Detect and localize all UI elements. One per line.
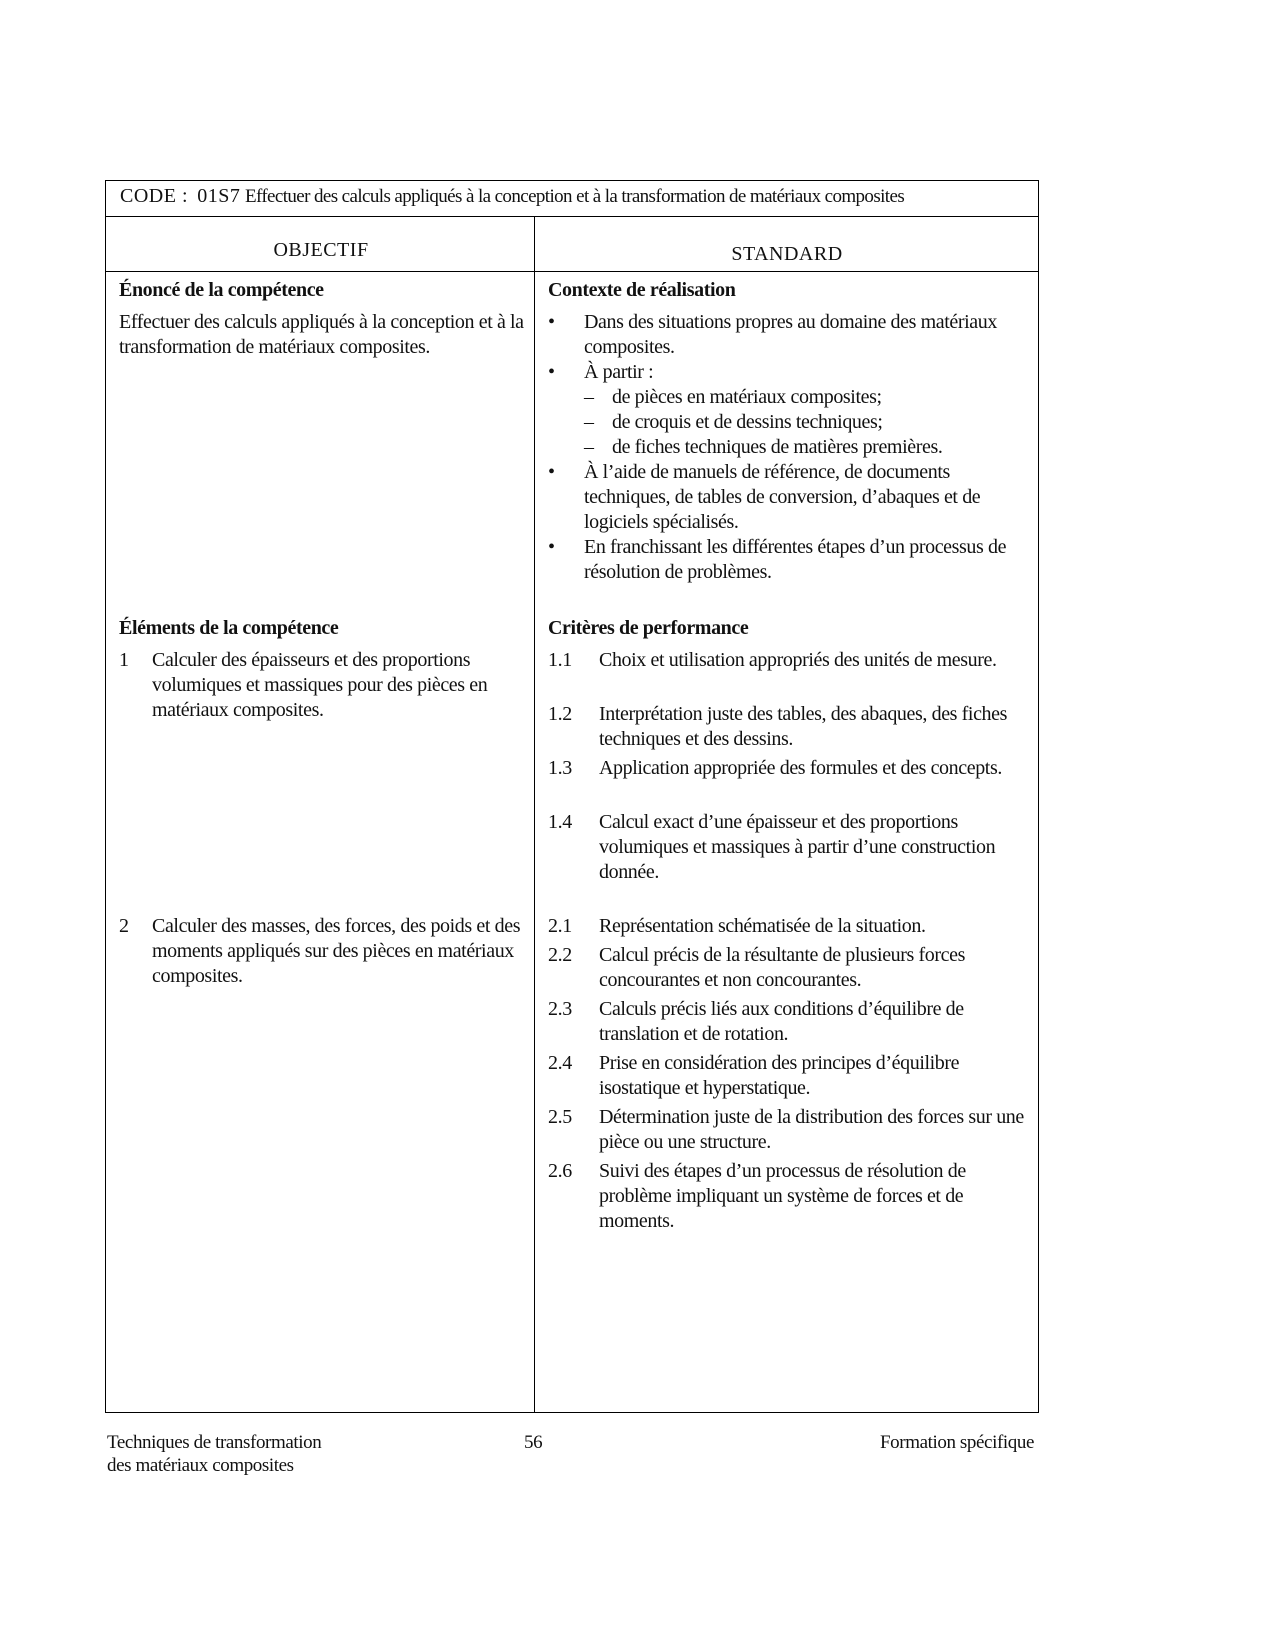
criterion-number: 2.4	[548, 1052, 572, 1074]
bullet-icon: •	[548, 361, 555, 383]
column-divider	[534, 217, 535, 1412]
criterion-item	[548, 1159, 1028, 1234]
contexte-item-text: En franchissant les différentes étapes d’un processus de résolution de problèmes.	[584, 536, 1007, 583]
footer-section: Formation spécifique	[880, 1432, 1034, 1453]
criterion-number: 1.4	[548, 811, 572, 833]
divider	[105, 271, 1039, 272]
criterion-item	[548, 756, 1028, 781]
contexte-item-text: Dans des situations propres au domaine des matériaux composites.	[584, 311, 997, 358]
contexte-item	[548, 460, 1018, 535]
criterion-item	[548, 810, 1028, 885]
bullet-icon: •	[548, 461, 555, 483]
contexte-list	[548, 310, 1018, 585]
contexte-item-text: À l’aide de manuels de référence, de documents techniques, de tables de conversion, d’abaques et de logiciels spécialisés.	[584, 461, 981, 533]
footer-program-line: Techniques de transformation	[107, 1432, 322, 1453]
contexte-item-text: de fiches techniques de matières premières.	[612, 436, 943, 458]
criterion-text: Suivi des étapes d’un processus de résolution de problème impliquant un système de forces et de moments.	[599, 1160, 966, 1232]
criterion-item	[548, 1051, 1028, 1101]
contexte-item-text: de pièces en matériaux composites;	[612, 386, 882, 408]
element-text: Calculer des masses, des forces, des poids et des moments appliqués sur des pièces en matériaux composites.	[152, 915, 521, 987]
criterion-text: Choix et utilisation appropriés des unités de mesure.	[599, 649, 997, 671]
element-item	[119, 648, 524, 723]
criterion-item	[548, 943, 1028, 993]
elements-heading: Éléments de la compétence	[119, 617, 339, 639]
contexte-item	[548, 535, 1018, 585]
code-value: 01S7	[197, 185, 241, 207]
footer-program	[107, 1431, 321, 1477]
criterion-text: Prise en considération des principes d’équilibre isostatique et hyperstatique.	[599, 1052, 960, 1099]
criterion-number: 2.3	[548, 998, 572, 1020]
dash-icon: –	[584, 436, 594, 458]
criterion-number: 2.1	[548, 915, 572, 937]
element-text: Calculer des épaisseurs et des proportions volumiques et massiques pour des pièces en matériaux composites.	[152, 649, 488, 721]
criterion-number: 1.3	[548, 757, 572, 779]
criterion-text: Interprétation juste des tables, des abaques, des fiches techniques et des dessins.	[599, 703, 1008, 750]
dash-icon: –	[584, 411, 594, 433]
criterion-number: 2.2	[548, 944, 572, 966]
dash-icon: –	[584, 386, 594, 408]
criterion-number: 1.1	[548, 649, 572, 671]
column-header-standard: STANDARD	[731, 243, 843, 265]
criteres-heading: Critères de performance	[548, 617, 749, 639]
criterion-text: Calculs précis liés aux conditions d’équilibre de translation et de rotation.	[599, 998, 964, 1045]
element-item	[119, 914, 524, 989]
contexte-item	[548, 310, 1018, 360]
criterion-text: Calcul précis de la résultante de plusieurs forces concourantes et non concourantes.	[599, 944, 965, 991]
contexte-item	[548, 410, 1018, 435]
contexte-heading: Contexte de réalisation	[548, 279, 736, 301]
criterion-text: Calcul exact d’une épaisseur et des proportions volumiques et massiques à partir d’une construction donnée.	[599, 811, 996, 883]
criterion-text: Représentation schématisée de la situation.	[599, 915, 926, 937]
bullet-icon: •	[548, 536, 555, 558]
criterion-text: Application appropriée des formules et des concepts.	[599, 757, 1002, 779]
enonce-heading: Énoncé de la compétence	[119, 279, 324, 301]
criterion-item	[548, 914, 1028, 939]
element-number: 1	[119, 649, 129, 671]
enonce-text: Effectuer des calculs appliqués à la conception et à la transformation de matériaux composites.	[119, 311, 524, 358]
criterion-item	[548, 702, 1028, 752]
code-label: CODE :	[120, 185, 188, 207]
criterion-number: 2.6	[548, 1160, 572, 1182]
code-row	[120, 184, 904, 209]
contexte-item	[548, 360, 1018, 385]
criterion-item	[548, 648, 1028, 673]
contexte-item	[548, 435, 1018, 460]
page-number: 56	[524, 1432, 543, 1453]
criterion-item	[548, 997, 1028, 1047]
column-header-objectif: OBJECTIF	[273, 239, 369, 261]
bullet-icon: •	[548, 311, 555, 333]
contexte-item-text: À partir :	[584, 361, 654, 383]
criterion-number: 1.2	[548, 703, 572, 725]
criterion-text: Détermination juste de la distribution des forces sur une pièce ou une structure.	[599, 1106, 1024, 1153]
competency-title: Effectuer des calculs appliqués à la conception et à la transformation de matériaux composites	[244, 186, 905, 207]
element-number: 2	[119, 915, 129, 937]
divider	[105, 216, 1039, 217]
footer-program-line: des matériaux composites	[107, 1455, 294, 1476]
criterion-item	[548, 1105, 1028, 1155]
criterion-number: 2.5	[548, 1106, 572, 1128]
contexte-item	[548, 385, 1018, 410]
contexte-item-text: de croquis et de dessins techniques;	[612, 411, 883, 433]
